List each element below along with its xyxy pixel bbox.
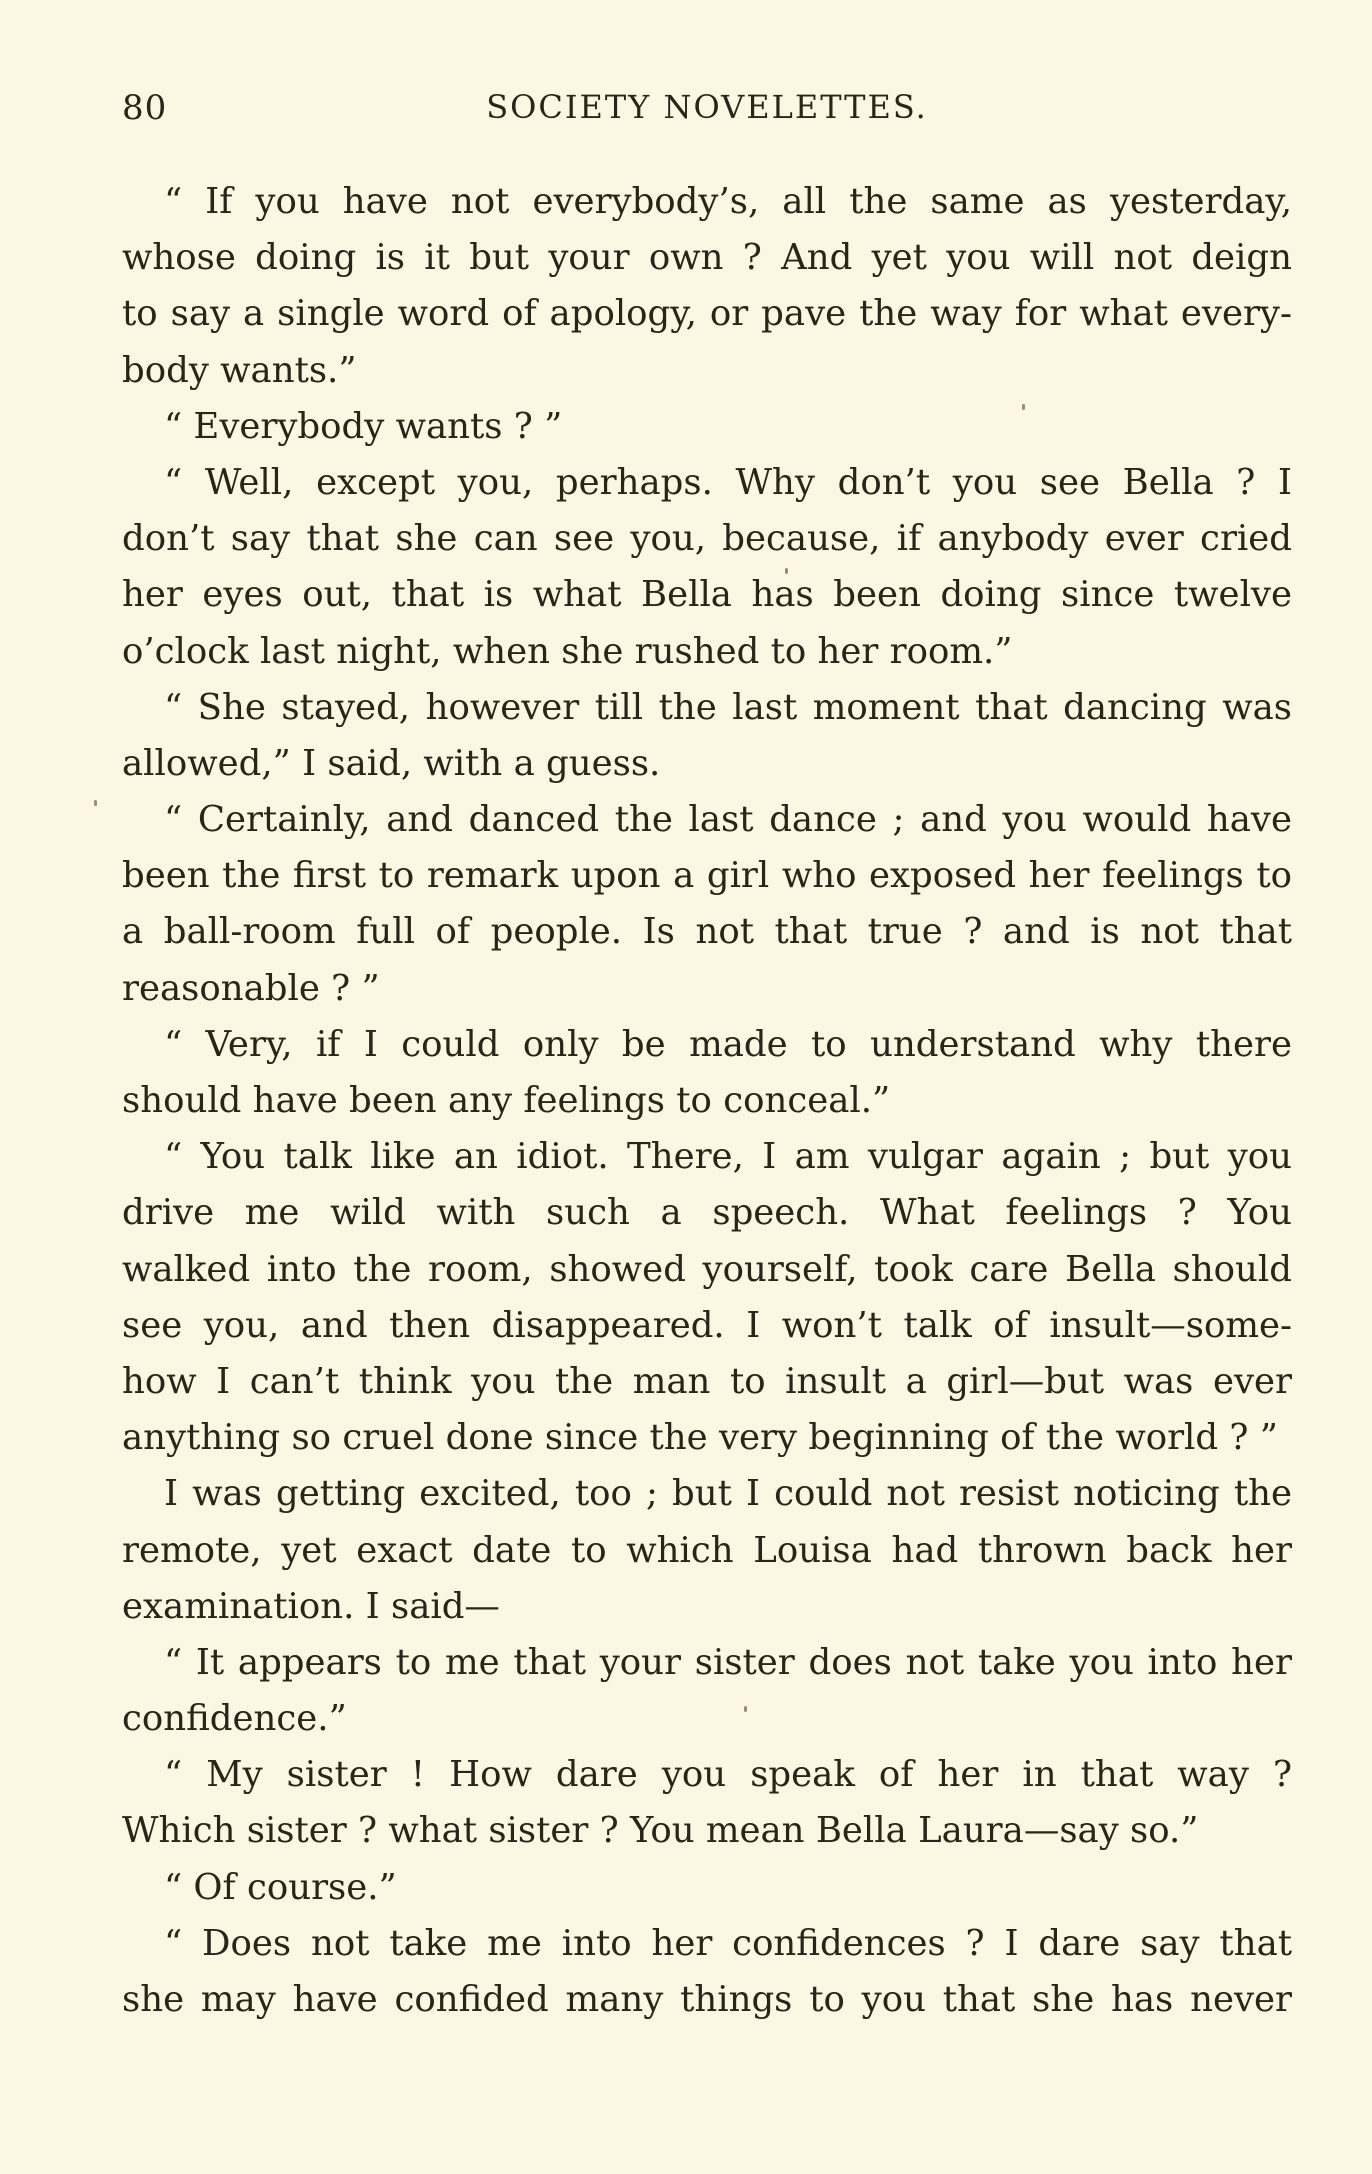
text-line: been the first to remark upon a girl who exposed her feelings to — [122, 855, 1292, 897]
print-speck — [744, 1706, 747, 1712]
text-line: “ It appears to me that your sister does not take you into her — [164, 1641, 1292, 1683]
text-line: “ Does not take me into her confidences ? I dare say that — [164, 1922, 1292, 1964]
text-line: Which sister ? what sister ? You mean Bella Laura—say so.” — [122, 1810, 1199, 1852]
text-line: “ Well, except you, perhaps. Why don’t you see Bella ? I — [164, 461, 1292, 503]
running-title: SOCIETY NOVELETTES. — [486, 88, 928, 126]
print-speck — [785, 568, 788, 574]
text-line: anything so cruel done since the very beginning of the world ? ” — [122, 1417, 1278, 1459]
text-line: “ Of course.” — [164, 1866, 397, 1908]
text-line: “ You talk like an idiot. There, I am vulgar again ; but you — [164, 1136, 1292, 1178]
page-number: 80 — [122, 88, 168, 128]
text-line: confidence.” — [122, 1698, 347, 1740]
text-line: to say a single word of apology, or pave the way for what every- — [122, 293, 1292, 335]
text-line: remote, yet exact date to which Louisa had thrown back her — [122, 1529, 1292, 1571]
text-line: o’clock last night, when she rushed to her room.” — [122, 630, 1013, 672]
text-line: examination. I said— — [122, 1585, 500, 1627]
text-line: “ Certainly, and danced the last dance ; and you would have — [164, 799, 1292, 841]
text-line: how I can’t think you the man to insult a girl—but was ever — [122, 1360, 1292, 1402]
text-line: she may have confided many things to you that she has never — [122, 1979, 1292, 2020]
text-line: “ My sister ! How dare you speak of her in that way ? — [164, 1754, 1292, 1796]
text-line: I was getting excited, too ; but I could not resist noticing the — [164, 1473, 1292, 1515]
print-speck — [94, 800, 97, 806]
text-line: allowed,” I said, with a guess. — [122, 742, 661, 784]
body-text — [122, 174, 1292, 2028]
print-speck — [1022, 404, 1025, 410]
text-line: drive me wild with such a speech. What feelings ? You — [122, 1192, 1292, 1234]
text-line: her eyes out, that is what Bella has been doing since twelve — [122, 574, 1292, 616]
text-line: don’t say that she can see you, because, if anybody ever cried — [122, 518, 1292, 560]
text-line: reasonable ? ” — [122, 967, 380, 1009]
text-line: whose doing is it but your own ? And yet you will not deign — [122, 237, 1292, 279]
text-line: “ Everybody wants ? ” — [164, 405, 563, 447]
text-line: “ Very, if I could only be made to understand why there — [164, 1023, 1292, 1065]
text-line: body wants.” — [122, 349, 357, 391]
running-head — [122, 88, 1292, 138]
text-line: see you, and then disappeared. I won’t talk of insult—some- — [122, 1304, 1292, 1346]
text-line: walked into the room, showed yourself, took care Bella should — [122, 1248, 1292, 1290]
text-line: should have been any feelings to conceal.” — [122, 1080, 891, 1121]
text-line: “ If you have not everybody’s, all the same as yesterday, — [164, 181, 1292, 222]
text-line: a ball-room full of people. Is not that true ? and is not that — [122, 911, 1292, 953]
text-line: “ She stayed, however till the last moment that dancing was — [164, 686, 1292, 728]
